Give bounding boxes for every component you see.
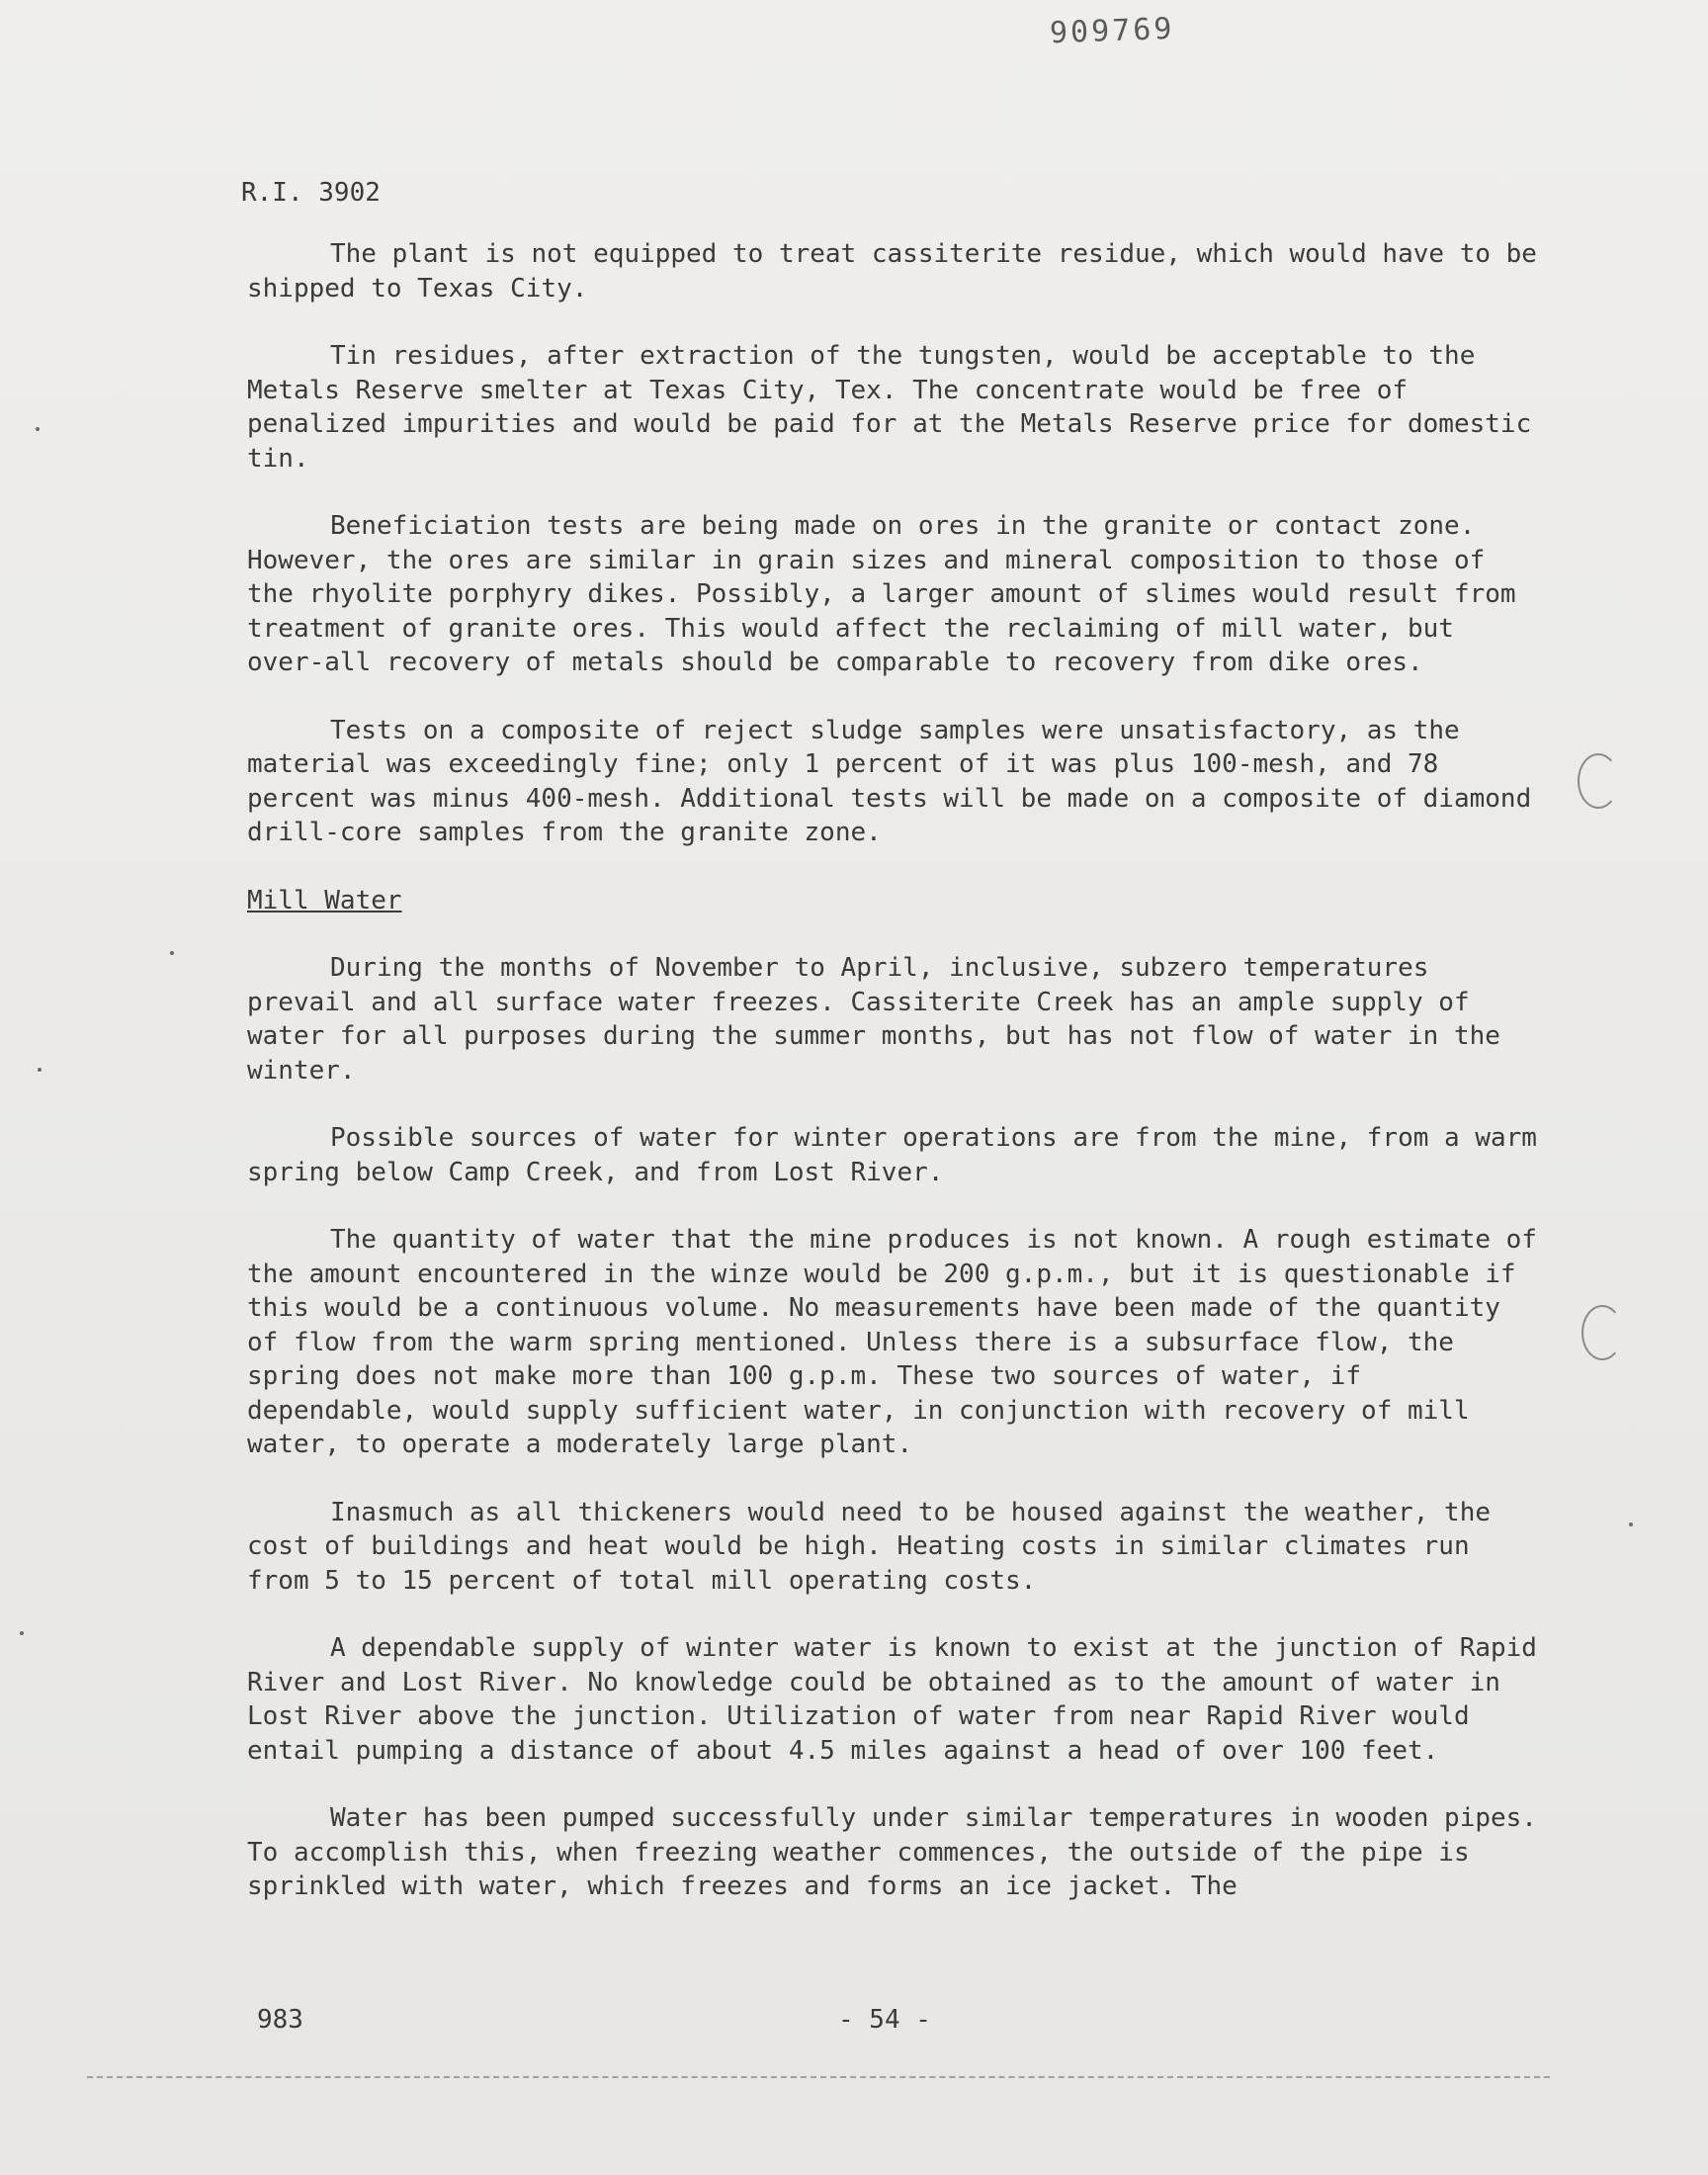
paragraph: Possible sources of water for winter operations are from the mine, from a warm spring below Camp Creek, and from Lost River. (247, 1123, 1537, 1187)
paragraph: Beneficiation tests are being made on ores in the granite or contact zone. However, the ores are similar in grain sizes and mineral composition to those of the rhyolite porphyry dikes. Possibly, a larger amount of slimes would result from treatment of granite ores. This would affect the reclaiming of mill water, but over-all recovery of metals should be comparable to recovery from dike ores. (247, 511, 1516, 677)
paragraph: Water has been pumped successfully under similar temperatures in wooden pipes. To accomplish this, when freezing weather commences, the outside of the pipe is sprinkled with water, which freezes and forms an ice jacket. The (247, 1803, 1537, 1901)
punch-hole-mark (1581, 1305, 1623, 1360)
paragraph: A dependable supply of winter water is known to exist at the junction of Rapid River and Lost River. No knowledge could be obtained as to the amount of water in Lost River above the junction. Utilization of water from near Rapid River would entail pumping a distance of about 4.5 miles against a head of over 100 feet. (247, 1633, 1537, 1766)
paragraph: Tin residues, after extraction of the tungsten, would be acceptable to the Metals Reserve smelter at Texas City, Tex. The concentrate would be free of penalized impurities and would be paid for at the Metals Reserve price for domestic tin. (247, 341, 1532, 474)
document-stamp-number: 909769 (1049, 11, 1175, 51)
paragraph: Tests on a composite of reject sludge samples were unsatisfactory, as the material was exceedingly fine; only 1 percent of it was plus 100-mesh, and 78 percent was minus 400-mesh. Additional tests will be made on a composite of diamond drill-core samples from the granite zone. (247, 715, 1532, 847)
paragraph: The quantity of water that the mine produces is not known. A rough estimate of the amount encountered in the winze would be 200 g.p.m., but it is questionable if this would be a continuous volume. No measurements have been made of the quantity of flow from the warm spring mentioned. Unless there is a subsurface flow, the spring does not make more than 100 g.p.m. These two sources of water, if dependable, would supply sufficient water, in conjunction with recovery of mill water, to operate a moderately large plant. (247, 1225, 1537, 1459)
paragraph: During the months of November to April, inclusive, subzero temperatures prevail and all surface water freezes. Cassiterite Creek has an ample supply of water for all purposes during the summer months, but has not flow of water in the winter. (247, 953, 1500, 1086)
scan-speck (1629, 1522, 1633, 1526)
paragraph: The plant is not equipped to treat cassiterite residue, which would have to be shipped to Texas City. (247, 239, 1537, 304)
page-edge-line (87, 2076, 1550, 2078)
paragraph: Inasmuch as all thickeners would need to be housed against the weather, the cost of buildings and heat would be high. Heating costs in similar climates run from 5 to 15 percent of total mill operating costs. (247, 1497, 1491, 1596)
scan-speck (38, 1068, 42, 1072)
scan-speck (36, 427, 40, 431)
report-reference: R.I. 3902 (241, 178, 381, 208)
section-heading: Mill Water (247, 885, 402, 915)
scan-speck (170, 951, 174, 955)
punch-hole-mark (1578, 753, 1619, 809)
page-number: - 54 - (838, 2005, 931, 2035)
scan-speck (20, 1631, 24, 1635)
footer-code: 983 (257, 2005, 303, 2035)
document-body (247, 237, 1542, 1938)
